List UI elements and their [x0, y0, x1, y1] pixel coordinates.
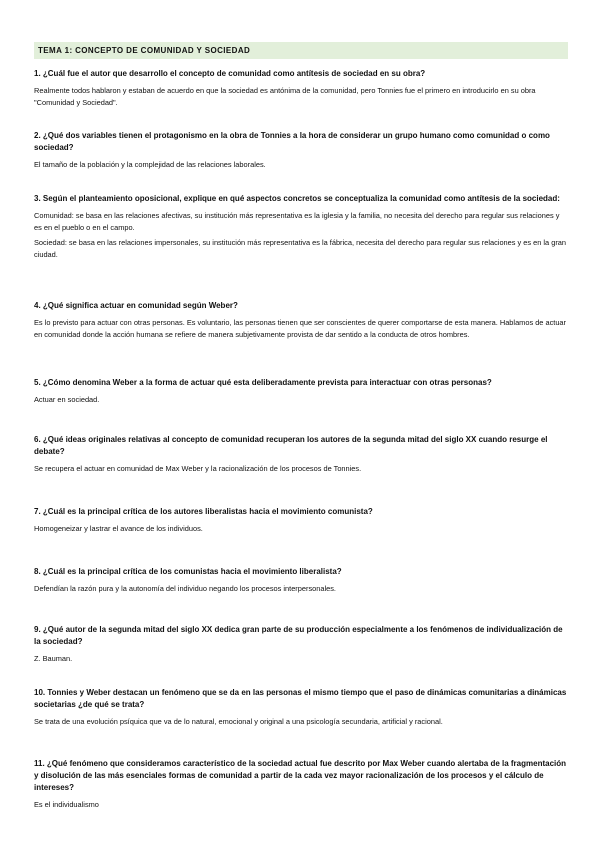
section-title: TEMA 1: CONCEPTO DE COMUNIDAD Y SOCIEDAD: [38, 46, 251, 55]
qa-block-8: [34, 566, 568, 595]
answer-4: Es lo previsto para actuar con otras personas. Es voluntario, las personas tienen que ser conscientes de querer comportarse de esta manera. Hablamos de actuar en comunidad donde la acción humana se refiere de manera subjetivamente provista de dar sentido a la conducta de otros hombres.: [34, 318, 567, 339]
qa-block-11: [34, 758, 568, 811]
answer-1: Realmente todos hablaron y estaban de acuerdo en que la sociedad es antónima de la comunidad, pero Tonnies fue el primero en introducirlo en su obra "Comunidad y Sociedad".: [34, 86, 536, 107]
question-1: 1. ¿Cuál fue el autor que desarrollo el concepto de comunidad como antítesis de sociedad en su obra?: [34, 69, 426, 78]
qa-block-9: [34, 624, 568, 665]
question-10: 10. Tonnies y Weber destacan un fenómeno que se da en las personas el mismo tiempo que el paso de dinámicas comunitarias a dinámicas societarias ¿de qué se trata?: [34, 688, 567, 709]
question-2: 2. ¿Qué dos variables tienen el protagonismo en la obra de Tonnies a la hora de considerar un grupo humano como comunidad o como sociedad?: [34, 131, 550, 152]
answer-5: Actuar en sociedad.: [34, 395, 100, 404]
qa-block-6: [34, 434, 568, 475]
qa-block-1: [34, 68, 568, 108]
qa-block-2: [34, 130, 568, 171]
question-5: 5. ¿Cómo denomina Weber a la forma de actuar qué esta deliberadamente prevista para interactuar con otras personas?: [34, 378, 492, 387]
document-page: [34, 42, 568, 66]
qa-block-3: [34, 193, 568, 260]
question-3: 3. Según el planteamiento oposicional, explique en qué aspectos concretos se conceptualiza la comunidad como antítesis de la sociedad:: [34, 194, 560, 203]
qa-block-4: [34, 300, 568, 340]
question-7: 7. ¿Cuál es la principal crítica de los autores liberalistas hacia el movimiento comunista?: [34, 507, 373, 516]
qa-block-7: [34, 506, 568, 535]
answer-6: Se recupera el actuar en comunidad de Max Weber y la racionalización de los procesos de Tonnies.: [34, 464, 362, 473]
answer-7: Homogeneizar y lastrar el avance de los individuos.: [34, 524, 203, 533]
qa-block-10: [34, 687, 568, 728]
answer-3-2: Sociedad: se basa en las relaciones impersonales, su institución más representativa es la fábrica, necesita del derecho para regular sus relaciones y es en la gran ciudad.: [34, 238, 567, 259]
answer-11: Es el individualismo: [34, 800, 99, 809]
answer-9: Z. Bauman.: [34, 654, 73, 663]
answer-2: El tamaño de la población y la complejidad de las relaciones laborales.: [34, 160, 266, 169]
qa-block-5: [34, 377, 568, 406]
question-11: 11. ¿Qué fenómeno que consideramos característico de la sociedad actual fue descrito por Max Weber cuando alertaba de la fragmentación y disolución de las más esenciales formas de comunidad a partir de la cada vez mayor racionalización de los procesos y el cálculo de intereses?: [34, 759, 567, 792]
answer-8: Defendían la razón pura y la autonomía del individuo negando los procesos interpersonales.: [34, 584, 336, 593]
answer-10: Se trata de una evolución psíquica que va de lo natural, emocional y original a una psicología secundaria, artificial y racional.: [34, 717, 443, 726]
question-6: 6. ¿Qué ideas originales relativas al concepto de comunidad recuperan los autores de la segunda mitad del siglo XX cuando resurge el debate?: [34, 435, 548, 456]
question-9: 9. ¿Qué autor de la segunda mitad del siglo XX dedica gran parte de su producción especialmente a los fenómenos de individualización de la sociedad?: [34, 625, 563, 646]
question-8: 8. ¿Cuál es la principal crítica de los comunistas hacia el movimiento liberalista?: [34, 567, 342, 576]
section-header: [34, 42, 568, 59]
question-4: 4. ¿Qué significa actuar en comunidad según Weber?: [34, 301, 238, 310]
answer-3-1: Comunidad: se basa en las relaciones afectivas, su institución más representativa es la iglesia y la familia, no necesita del derecho para regular sus relaciones y es en el pueblo o en el campo.: [34, 211, 560, 232]
